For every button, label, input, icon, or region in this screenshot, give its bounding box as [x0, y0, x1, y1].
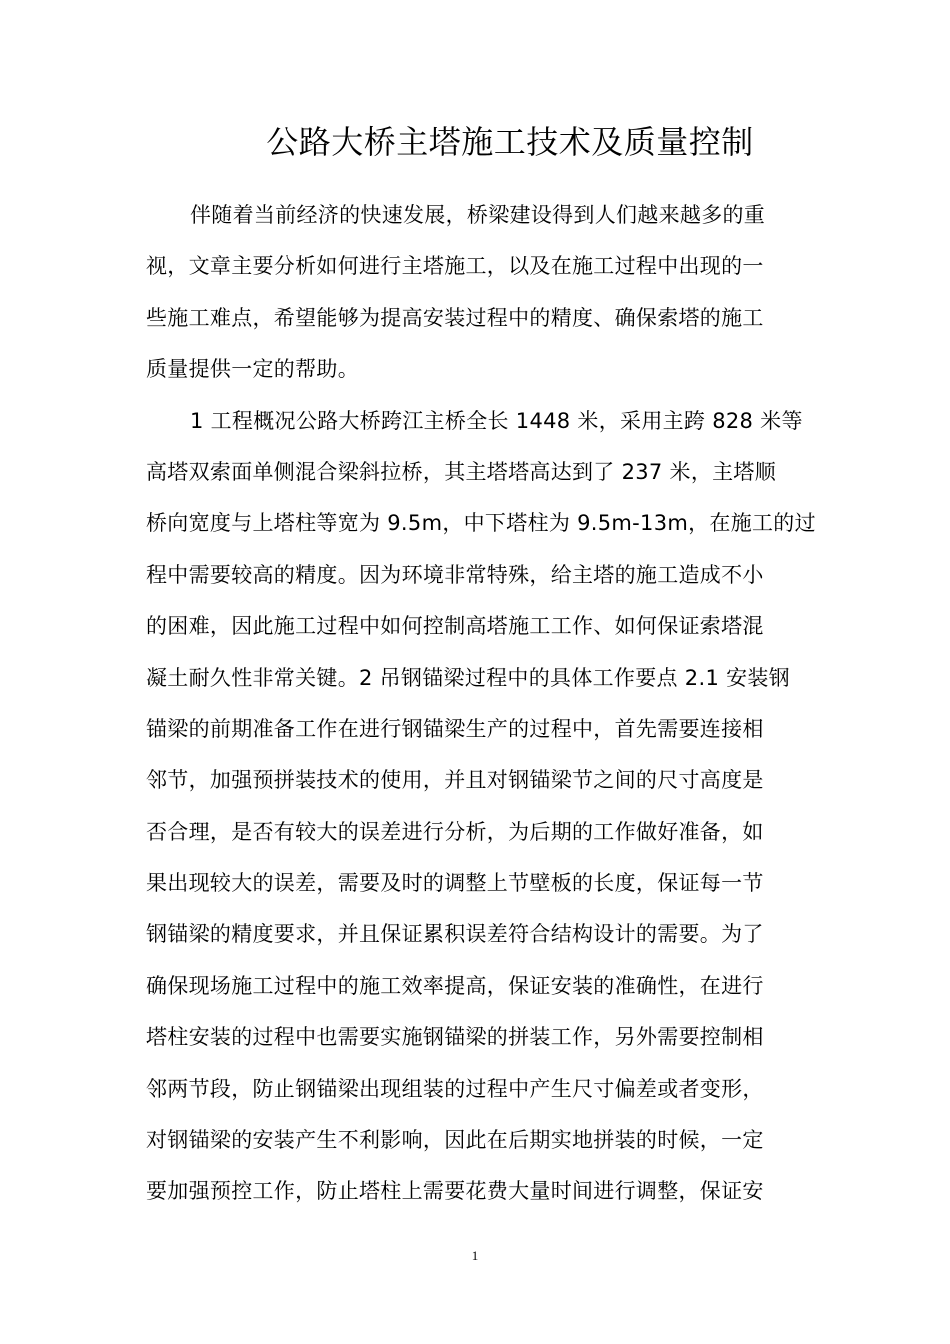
paragraph-line: 程中需要较高的精度。因为环境非常特殊，给主塔的施工造成不小: [146, 562, 764, 587]
paragraph-line: 否合理，是否有较大的误差进行分析，为后期的工作做好准备，如: [146, 819, 764, 844]
paragraph-line: 邻两节段，防止钢锚梁出现组装的过程中产生尺寸偏差或者变形，: [146, 1076, 764, 1101]
paragraph-line: 的困难，因此施工过程中如何控制高塔施工工作、如何保证索塔混: [146, 614, 764, 639]
paragraph-line: 确保现场施工过程中的施工效率提高，保证安装的准确性，在进行: [146, 973, 764, 998]
document-body: [146, 190, 816, 1218]
paragraph-line: 凝土耐久性非常关键。2 吊钢锚梁过程中的具体工作要点 2.1 安装钢: [146, 665, 790, 690]
document-title: 公路大桥主塔施工技术及质量控制: [266, 123, 754, 161]
paragraph-line: 塔柱安装的过程中也需要实施钢锚梁的拼装工作，另外需要控制相: [146, 1025, 764, 1050]
paragraph-line: 质量提供一定的帮助。: [146, 357, 359, 382]
paragraph-line: 锚梁的前期准备工作在进行钢锚梁生产的过程中，首先需要连接相: [146, 716, 764, 741]
paragraph-line: 桥向宽度与上塔柱等宽为 9.5m，中下塔柱为 9.5m-13m，在施工的过: [146, 511, 816, 536]
paragraph-line: 要加强预控工作，防止塔柱上需要花费大量时间进行调整，保证安: [146, 1179, 764, 1204]
page-number: 1: [471, 1248, 479, 1263]
paragraph-line: 视，文章主要分析如何进行主塔施工，以及在施工过程中出现的一: [146, 254, 764, 279]
paragraph-line: 1 工程概况公路大桥跨江主桥全长 1448 米，采用主跨 828 米等: [190, 408, 803, 433]
paragraph-line: 邻节，加强预拼装技术的使用，并且对钢锚梁节之间的尺寸高度是: [146, 768, 764, 793]
paragraph-line: 伴随着当前经济的快速发展，桥梁建设得到人们越来越多的重: [190, 203, 766, 227]
paragraph-line: 对钢锚梁的安装产生不利影响，因此在后期实地拼装的时候，一定: [146, 1128, 764, 1153]
paragraph-line: 些施工难点，希望能够为提高安装过程中的精度、确保索塔的施工: [146, 305, 764, 330]
paragraph-line: 果出现较大的误差，需要及时的调整上节壁板的长度，保证每一节: [146, 871, 764, 896]
paragraph-line: 高塔双索面单侧混合梁斜拉桥，其主塔塔高达到了 237 米，主塔顺: [146, 459, 777, 484]
paragraph-line: 钢锚梁的精度要求，并且保证累积误差符合结构设计的需要。为了: [146, 922, 764, 947]
